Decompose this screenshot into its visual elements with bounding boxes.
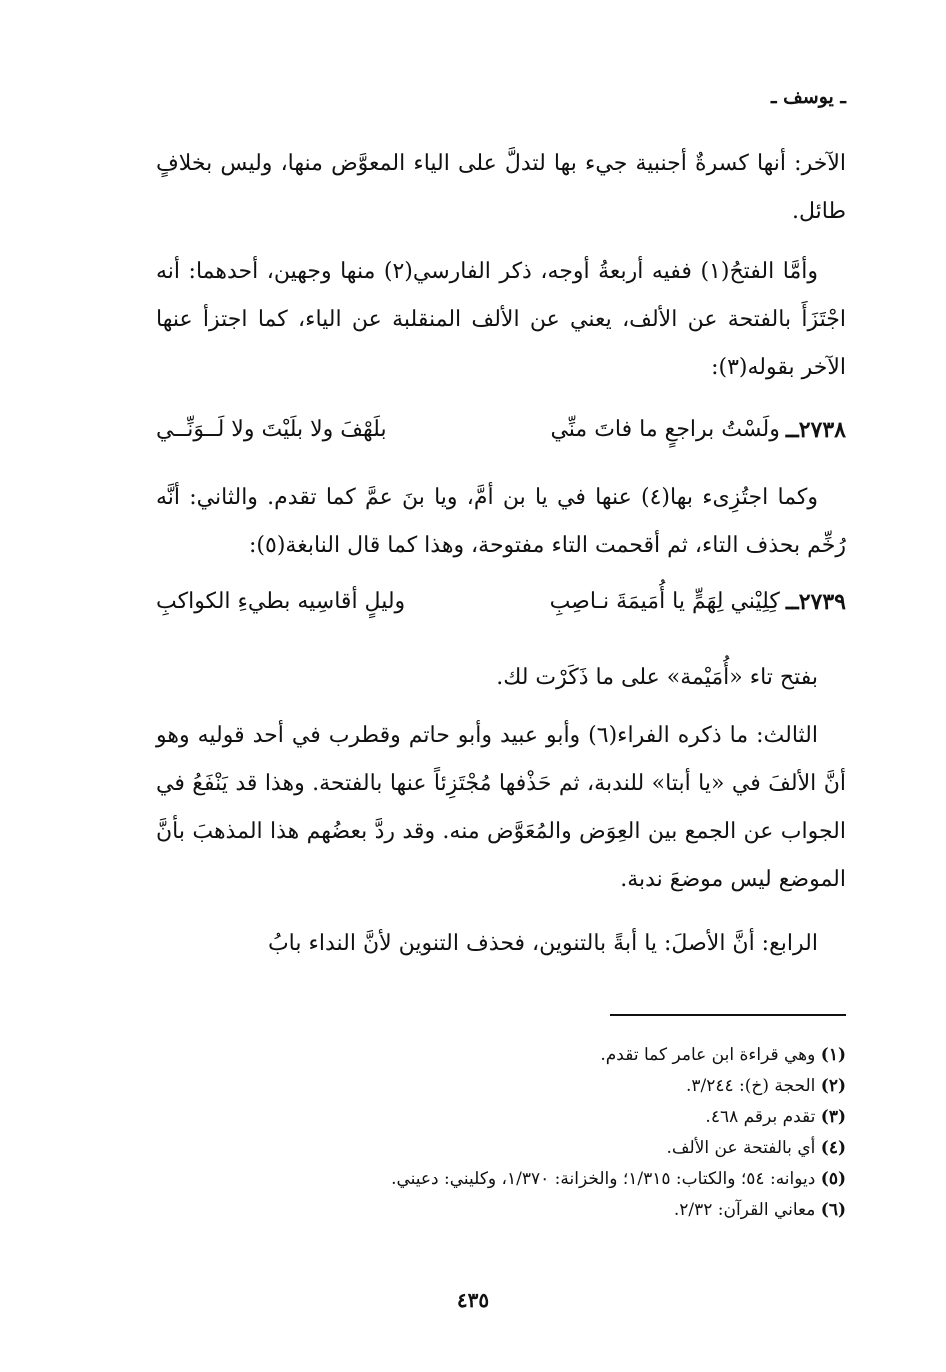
paragraph: الآخر: أنها كسرةٌ أجنبية جيء بها لتدلَّ على الياء المعوَّض منها، وليس بخلافٍ طائل. xyxy=(156,151,846,224)
footnote-text: وهي قراءة ابن عامر كما تقدم. xyxy=(600,1045,816,1065)
footnote xyxy=(156,1133,846,1164)
paragraph: وكما اجتُزِىء بها(٤) عنها في يا بن أمَّ، ويا بنَ عمَّ كما تقدم. والثاني: أنَّه رُخِّم بحذف التاء، ثم أقحمت التاء مفتوحة، وهذا كما قال النابغة(٥): xyxy=(156,485,846,558)
poetry-verse xyxy=(156,580,846,624)
verse-first-hemistich: كِلِيْني لِهَمٍّ يا أُمَيمَةَ نـاصِبِ xyxy=(549,589,780,614)
verse-second-hemistich: بلَهْفَ ولا بلَيْتَ ولا لَــوَنِّــي xyxy=(156,417,387,442)
footnote-number: (١) xyxy=(820,1045,846,1065)
footnote-number: (٤) xyxy=(820,1138,846,1158)
footnote-text: أي بالفتحة عن الألف. xyxy=(666,1138,816,1158)
paragraph: وأمَّا الفتحُ(١) ففيه أربعةُ أوجه، ذكر الفارسي(٢) منها وجهين، أحدهما: أنه اجْتَزَأَ بالفتحة عن الألف، يعني عن الألف المنقلبة عن الياء، كما اجتزأ عنها الآخر بقوله(٣): xyxy=(156,259,846,380)
footnote xyxy=(156,1164,846,1195)
footnote-number: (٥) xyxy=(820,1169,846,1189)
footnote-separator xyxy=(610,1014,846,1016)
footnote-number: (٣) xyxy=(820,1107,846,1127)
verse-number: ٢٧٣٨ــ xyxy=(785,417,846,443)
footnote xyxy=(156,1071,846,1102)
paragraph: بفتح تاء «أُمَيْمة» على ما ذَكَرْت لك. xyxy=(496,665,818,690)
paragraph: الرابع: أنَّ الأصلَ: يا أبةً بالتنوين، فحذف التنوين لأنَّ النداء بابُ xyxy=(267,931,818,956)
footnote xyxy=(156,1040,846,1071)
poetry-verse xyxy=(156,408,846,452)
page-number: ٤٣٥ xyxy=(456,1288,490,1312)
footnote xyxy=(156,1195,846,1226)
footnotes xyxy=(156,1040,846,1226)
footnote-text: تقدم برقم ٤٦٨. xyxy=(705,1107,816,1127)
footnote-text: معاني القرآن: ٢/٣٢. xyxy=(673,1200,816,1220)
footnote-text: ديوانه: ٥٤؛ والكتاب: ١/٣١٥؛ والخزانة: ١/٣٧٠، وكليني: دعيني. xyxy=(391,1169,816,1189)
footnote-text: الحجة (خ): ٣/٢٤٤. xyxy=(685,1076,816,1096)
verse-second-hemistich: وليلٍ أقاسِيه بطيءِ الكواكبِ xyxy=(156,589,406,614)
verse-first-hemistich: ولَسْتُ براجعٍ ما فاتَ منِّي xyxy=(550,417,780,442)
footnote-number: (٢) xyxy=(820,1076,846,1096)
verse-number: ٢٧٣٩ــ xyxy=(785,589,846,615)
footnote xyxy=(156,1102,846,1133)
paragraph: الثالث: ما ذكره الفراء(٦) وأبو عبيد وأبو حاتم وقطرب في أحد قوليه وهو أنَّ الألفَ في «يا أبتا» للندبة، ثم حَذْفها مُجْتَزِئاً عنها بالفتحة. وهذا قد يَنْفَعُ في الجواب عن الجمع بين العِوَض والمُعَوَّض منه. وقد ردَّ بعضُهم هذا المذهبَ بأنَّ الموضع ليس موضعَ ندبة. xyxy=(156,723,846,892)
footnote-number: (٦) xyxy=(820,1200,846,1220)
running-header: ـ يوسف ـ xyxy=(770,86,846,108)
